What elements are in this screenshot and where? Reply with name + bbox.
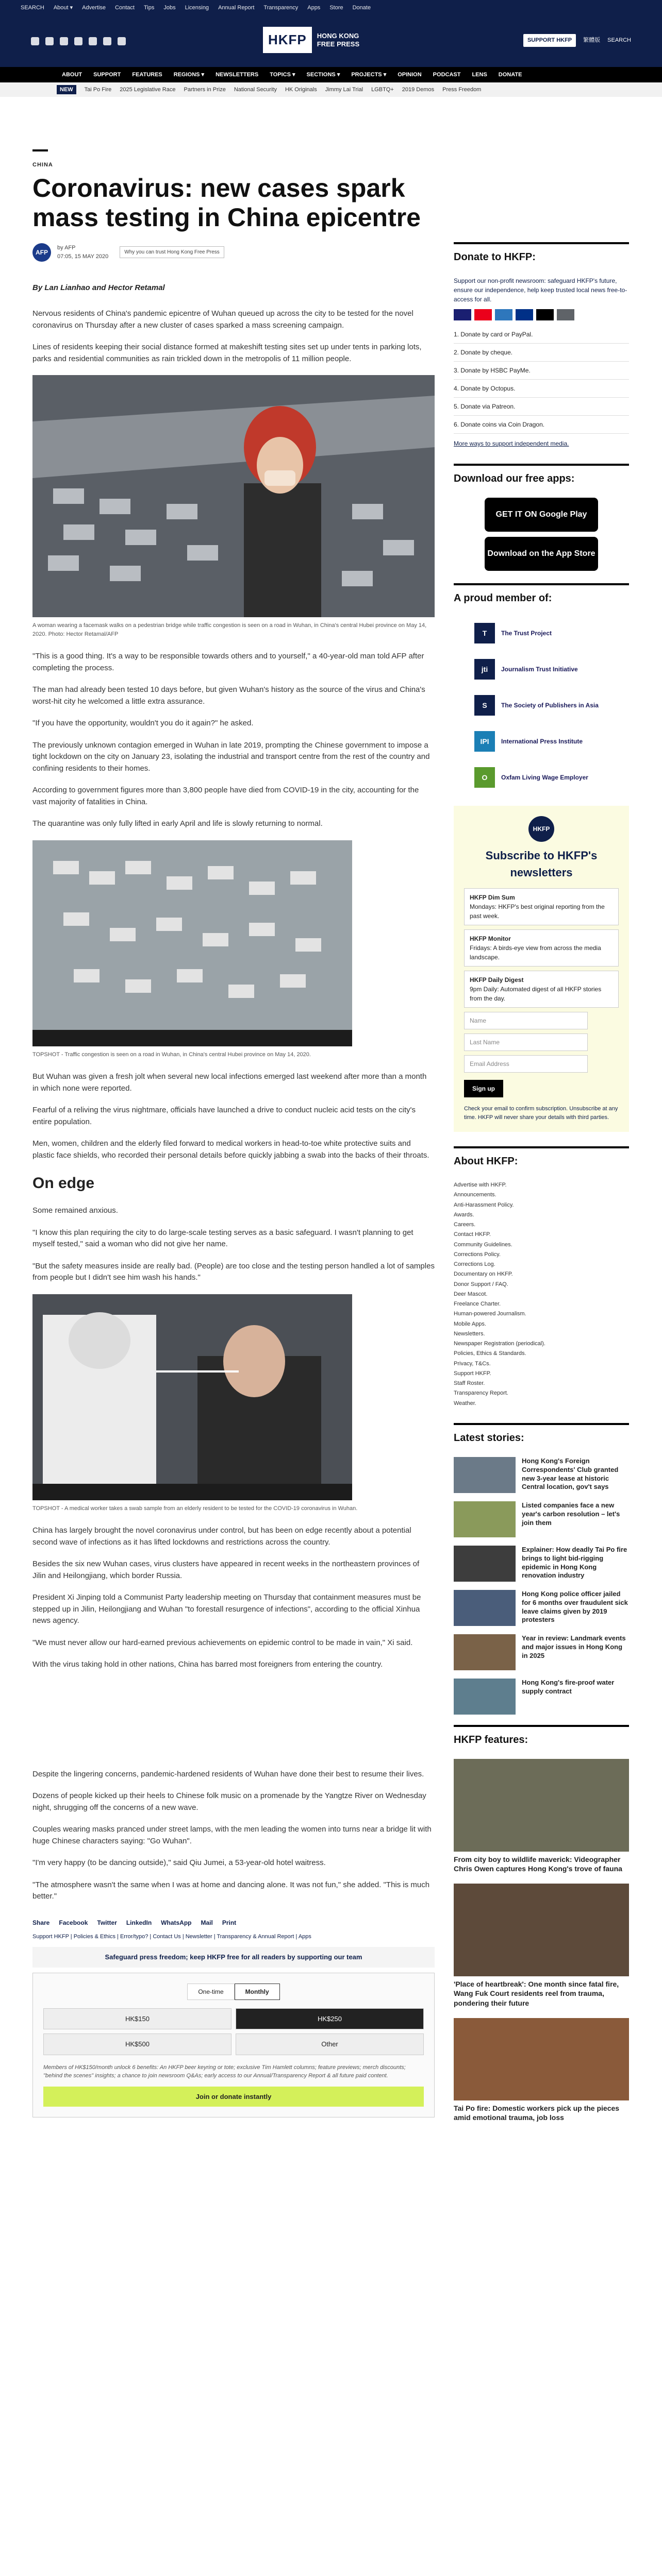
site-logo[interactable] <box>263 27 359 53</box>
language-link[interactable]: 繁體版 <box>583 37 601 43</box>
linkedin-icon[interactable] <box>103 37 111 45</box>
main-nav <box>0 67 662 82</box>
newsletter-desc: 9pm Daily: Automated digest of all HKFP stories from the day. <box>470 986 602 1002</box>
mastercard-icon <box>474 309 492 320</box>
section-heading: On edge <box>32 1175 95 1192</box>
masthead-actions <box>523 34 631 47</box>
photo-caption: TOPSHOT - A medical worker takes a swab sample from an elderly resident to be tested for the COVID-19 coronavirus in Wuhan. <box>32 1505 358 1512</box>
member-name: Oxfam Living Wage Employer <box>501 774 588 781</box>
latest-story[interactable] <box>454 1679 629 1715</box>
instagram-icon[interactable] <box>60 37 68 45</box>
google-play-button[interactable]: GET IT ON Google Play <box>485 498 598 532</box>
paragraph: Despite the lingering concerns, pandemic-hardened residents of Wuhan have done their best to resume their lives. <box>32 1769 424 1778</box>
trending-link[interactable]: 2025 Legislative Race <box>120 86 176 93</box>
paragraph: The previously unknown contagion emerged in Wuhan in late 2019, prompting the Chinese government to impose a tight lockdown on the city on January 23, isolating the industrial and transport centre from the rest of the country and confining residents to their homes. <box>32 740 430 773</box>
donate-intro[interactable]: Support our non-profit newsroom: safeguard HKFP's future, ensure our independence, help keep trusted local news free-to-access for all. <box>454 277 627 303</box>
amount-option[interactable]: HK$500 <box>43 2033 231 2055</box>
latest-story[interactable] <box>454 1634 629 1670</box>
signup-note: Check your email to confirm subscription. Unsubscribe at any time. HKFP will never share your details with third parties. <box>464 1106 618 1121</box>
story-thumbnail <box>454 1590 516 1626</box>
nav-item[interactable]: PODCAST <box>433 71 461 78</box>
oxfam-icon: O <box>474 767 495 788</box>
latest-story[interactable] <box>454 1501 629 1537</box>
author-avatar: AFP <box>32 243 51 262</box>
safeguard-banner: Safeguard press freedom; keep HKFP free for all readers by supporting our team <box>32 1947 435 1968</box>
about-item[interactable]: Contact HKFP. <box>454 1231 491 1238</box>
topbar-item[interactable]: About ▾ <box>53 4 73 11</box>
nav-item[interactable]: SECTIONS ▾ <box>306 71 340 78</box>
top-utility-bar <box>0 0 662 15</box>
name-field[interactable]: Name <box>464 1012 588 1029</box>
paragraph: Men, women, children and the elderly filed forward to medical workers in head-to-toe white protective suits and plastic face shields, who recorded their personal details before quickly jabbing a swab into the backs of their throats. <box>32 1139 429 1160</box>
paragraph: With the virus taking hold in other nations, China has barred most foreigners from entering the country. <box>32 1660 383 1669</box>
about-item[interactable]: Human-powered Journalism. <box>454 1311 526 1317</box>
article-authors: By Lan Lianhao and Hector Retamal <box>32 283 165 292</box>
member-logo[interactable] <box>474 761 629 793</box>
trending-link[interactable]: Jimmy Lai Trial <box>325 86 363 93</box>
amount-options <box>43 2008 424 2055</box>
share-bar <box>32 1918 435 1927</box>
nav-item[interactable]: NEWSLETTERS <box>216 71 259 78</box>
photo-traffic-road <box>32 840 352 1046</box>
paragraph: "But the safety measures inside are really bad. (People) are too close and the testing person handled a lot of samples from people but I didn't see him wash his hands." <box>32 1261 435 1282</box>
article-photo <box>32 375 435 617</box>
topbar-item[interactable]: Donate <box>352 4 371 11</box>
trust-badge[interactable]: Why you can trust Hong Kong Free Press <box>120 246 224 258</box>
amount-option-selected[interactable]: HK$250 <box>236 2008 424 2030</box>
newsletter-name: HKFP Daily Digest <box>470 976 524 984</box>
youtube-icon[interactable] <box>89 37 97 45</box>
member-logo[interactable] <box>474 725 629 757</box>
newsletter-option[interactable] <box>464 971 619 1008</box>
feature-story[interactable] <box>454 1884 629 2008</box>
topbar-item[interactable]: SEARCH <box>21 4 44 11</box>
paragraph: But Wuhan was given a fresh jolt when several new local infections emerged last weekend after more than a month in which none were reported. <box>32 1072 427 1093</box>
about-item[interactable]: Privacy, T&Cs. <box>454 1360 491 1367</box>
donate-link[interactable]: 6. Donate coins via Coin Dragon. <box>454 416 629 434</box>
topbar-item[interactable]: Advertise <box>82 4 106 11</box>
masthead <box>0 15 662 67</box>
story-thumbnail <box>454 1501 516 1537</box>
jti-icon: jti <box>474 659 495 680</box>
nav-item[interactable]: LENS <box>472 71 487 78</box>
latest-story[interactable] <box>454 1546 629 1582</box>
paragraph: Some remained anxious. <box>32 1206 118 1215</box>
ipi-icon: IPI <box>474 731 495 752</box>
share-whatsapp[interactable]: WhatsApp <box>161 1919 192 1926</box>
feature-title[interactable]: From city boy to wildlife maverick: Videographer Chris Owen captures Hong Kong's trove of fauna <box>454 1855 622 1873</box>
features-heading: HKFP features: <box>454 1725 629 1753</box>
feature-image <box>454 2018 629 2100</box>
amex-icon <box>495 309 512 320</box>
about-heading: About HKFP: <box>454 1146 629 1174</box>
newsletter-desc: Fridays: A birds-eye view from across the media landscape. <box>470 944 601 961</box>
trust-project-icon: T <box>474 623 495 643</box>
donate-note: Members of HK$150/month unlock 6 benefits: An HKFP beer keyring or tote; exclusive Tim Hamlett columns; feature previews; merch discounts; "behind the scenes" insights; a chance to join newsroom Q&As; early access to our Annual/Transparency Report & all future paid content. <box>43 2064 406 2079</box>
donate-link[interactable]: 1. Donate by card or PayPal. <box>454 326 629 344</box>
newsletter-name: HKFP Monitor <box>470 935 511 942</box>
topbar-item[interactable]: Store <box>329 4 343 11</box>
newsletter-signup <box>454 806 629 1132</box>
paypal-icon <box>516 309 533 320</box>
latest-heading: Latest stories: <box>454 1423 629 1451</box>
trending-link[interactable]: HK Originals <box>285 86 317 93</box>
share-mail[interactable]: Mail <box>201 1919 213 1926</box>
newsletter-option[interactable] <box>464 929 619 967</box>
about-item[interactable]: Corrections Log. <box>454 1261 495 1267</box>
logo-line2: FREE PRESS <box>317 40 360 48</box>
paragraph: "If you have the opportunity, wouldn't you do it again?" he asked. <box>32 719 254 727</box>
nav-item[interactable]: DONATE <box>498 71 522 78</box>
about-item[interactable]: Careers. <box>454 1222 476 1228</box>
donate-heading: Donate to HKFP: <box>454 242 629 270</box>
topbar-item[interactable]: Apps <box>307 4 321 11</box>
byline <box>32 243 435 262</box>
paragraph: The man had already been tested 10 days before, but given Wuhan's history as the source of the virus and China's worst-hit city he welcomed a little extra assurance. <box>32 685 425 706</box>
latest-story[interactable] <box>454 1590 629 1626</box>
nav-item[interactable]: REGIONS ▾ <box>173 71 205 78</box>
photo-swab-test <box>32 1294 352 1500</box>
story-title[interactable]: Explainer: How deadly Tai Po fire brings to light bid-rigging epidemic in Hong Kong renovation industry <box>522 1545 627 1580</box>
paragraph: "The atmosphere wasn't the same when I was at home and dancing alone. It was not fun," she added. "This is much better." <box>32 1880 430 1901</box>
share-label: Share <box>32 1919 50 1926</box>
article-footer-links[interactable]: Support HKFP | Policies & Ethics | Error/typo? | Contact Us | Newsletter | Transparency & Annual Report | Apps <box>32 1933 311 1940</box>
about-item[interactable]: Community Guidelines. <box>454 1241 512 1248</box>
feature-title[interactable]: Tai Po fire: Domestic workers pick up the pieces amid emotional trauma, job loss <box>454 2104 620 2122</box>
category-rule <box>32 149 48 151</box>
about-item[interactable]: Deer Mascot. <box>454 1291 488 1297</box>
feature-story[interactable] <box>454 2018 629 2122</box>
logo-text <box>317 32 359 48</box>
logo-line1: HONG KONG <box>317 31 359 40</box>
ad-placeholder <box>32 1681 435 1769</box>
embedded-photo <box>32 1294 352 1500</box>
feature-image <box>454 1884 629 1976</box>
story-title[interactable]: Hong Kong's Foreign Correspondents' Club granted new 3-year lease at historic Central location, gov't says <box>522 1456 619 1491</box>
photo-traffic-woman <box>32 375 435 617</box>
article <box>32 149 435 2117</box>
trending-link[interactable]: Press Freedom <box>442 86 482 93</box>
topbar-item[interactable]: Contact <box>115 4 135 11</box>
feature-image <box>454 1759 629 1852</box>
x-twitter-icon[interactable] <box>45 37 54 45</box>
nav-item[interactable]: PROJECTS ▾ <box>351 71 387 78</box>
nav-item[interactable]: OPINION <box>398 71 422 78</box>
about-item[interactable]: Anti-Harassment Policy. <box>454 1201 514 1208</box>
story-title[interactable]: Listed companies face a new year's carbon resolution – let's join them <box>522 1501 620 1527</box>
search-link[interactable]: SEARCH <box>607 37 631 43</box>
about-item[interactable]: Donor Support / FAQ. <box>454 1281 508 1287</box>
story-title[interactable]: Hong Kong's fire-proof water supply contract <box>522 1678 615 1695</box>
amount-option[interactable]: HK$150 <box>43 2008 231 2030</box>
paragraph: Besides the six new Wuhan cases, virus clusters have appeared in recent weeks in the northeastern provinces of Jilin and Heilongjiang, which border Russia. <box>32 1560 420 1580</box>
about-item[interactable]: Advertise with HKFP. <box>454 1182 507 1188</box>
paragraph: President Xi Jinping told a Communist Party leadership meeting on Thursday that containment measures must be stepped up in Jilin, Heilongjiang and Wuhan "to forestall resurgence of infections", according to the official Xinhua news agency. <box>32 1593 421 1625</box>
paragraph: Nervous residents of China's pandemic epicentre of Wuhan queued up across the city to be tested for the novel coronavirus on Thursday after a new cluster of cases sparked a mass screening campaign. <box>32 309 413 330</box>
article-title: Coronavirus: new cases spark mass testing in China epicentre <box>32 173 421 232</box>
donate-link[interactable]: 5. Donate via Patreon. <box>454 398 629 416</box>
newsletter-option[interactable] <box>464 888 619 925</box>
apps-heading: Download our free apps: <box>454 464 629 492</box>
signup-button[interactable]: Sign up <box>464 1080 503 1097</box>
last-name-field[interactable]: Last Name <box>464 1033 588 1051</box>
paragraph: The quarantine was only fully lifted in early April and life is slowly returning to normal. <box>32 819 323 828</box>
paragraph: Couples wearing masks pranced under street lamps, with the men leading the women into turns near a bridge lit with huge Chinese characters saying: "Go Wuhan". <box>32 1825 432 1845</box>
member-name: The Society of Publishers in Asia <box>501 702 599 709</box>
photo-caption: TOPSHOT - Traffic congestion is seen on a road in Wuhan, in China's central Hubei province on May 14, 2020. <box>32 1051 311 1058</box>
trending-link[interactable]: LGBTQ+ <box>371 86 394 93</box>
frequency-toggle <box>43 1984 424 2000</box>
embedded-photo <box>32 840 352 1046</box>
member-name: International Press Institute <box>501 738 583 745</box>
amount-option[interactable]: Other <box>236 2033 424 2055</box>
about-item[interactable]: Weather. <box>454 1400 476 1406</box>
share-print[interactable]: Print <box>222 1919 237 1926</box>
member-name: Journalism Trust Initiative <box>501 666 578 673</box>
subscribe-title: Subscribe to HKFP's newsletters <box>485 849 598 879</box>
about-item[interactable]: Newspaper Registration (periodical). <box>454 1341 545 1347</box>
newsletter-name: HKFP Dim Sum <box>470 894 515 901</box>
social-icons <box>31 37 126 45</box>
nav-item[interactable]: FEATURES <box>132 71 162 78</box>
author-name[interactable]: by AFP <box>57 245 76 251</box>
trending-link[interactable]: National Security <box>234 86 277 93</box>
paragraph: "This is a good thing. It's a way to be responsible towards others and to yourself," a 40-year-old man told AFP after completing the process. <box>32 652 424 672</box>
topbar-item[interactable]: Jobs <box>163 4 176 11</box>
member-logo[interactable] <box>474 617 629 649</box>
feature-title[interactable]: 'Place of heartbreak': One month since fatal fire, Wang Fuk Court residents reel from trauma, pondering their future <box>454 1980 619 2007</box>
nav-item[interactable]: TOPICS ▾ <box>270 71 295 78</box>
support-button[interactable]: SUPPORT HKFP <box>523 34 576 47</box>
topbar-item[interactable]: Transparency <box>263 4 299 11</box>
paragraph: "I'm very happy (to be dancing outside)," said Qiu Jumei, a 53-year-old hotel waitress. <box>32 1858 326 1867</box>
about-item[interactable]: Freelance Charter. <box>454 1301 501 1307</box>
trending-link[interactable]: Tai Po Fire <box>84 86 112 93</box>
topbar-item[interactable]: Tips <box>143 4 155 11</box>
story-thumbnail <box>454 1546 516 1582</box>
newsletter-desc: Mondays: HKFP's best original reporting from the past week. <box>470 903 605 920</box>
new-badge: NEW <box>57 85 76 95</box>
share-linkedin[interactable]: LinkedIn <box>126 1919 152 1926</box>
feature-story[interactable] <box>454 1759 629 1873</box>
logo-mark: HKFP <box>263 27 312 53</box>
facebook-icon[interactable] <box>31 37 39 45</box>
story-title[interactable]: Hong Kong police officer jailed for 6 months over fraudulent sick leave claims given by 2019 protesters <box>522 1589 628 1624</box>
article-category[interactable]: CHINA <box>32 162 53 168</box>
hkfp-badge-icon: HKFP <box>528 816 554 842</box>
publish-date: 07:05, 15 MAY 2020 <box>57 253 109 260</box>
share-twitter[interactable]: Twitter <box>97 1919 117 1926</box>
nav-item[interactable]: SUPPORT <box>93 71 121 78</box>
monthly-tab[interactable]: Monthly <box>235 1984 280 2000</box>
threads-icon[interactable] <box>74 37 82 45</box>
one-time-tab[interactable]: One-time <box>187 1984 234 2000</box>
about-item[interactable]: Announcements. <box>454 1192 496 1198</box>
sidebar <box>454 242 629 2132</box>
paragraph: Lines of residents keeping their social distance formed at makeshift testing sites set up under tents in parking lots, parks and residential communities as rain trickled down in the metropolis of 11 million people. <box>32 343 422 363</box>
paragraph: According to government figures more than 3,800 people have died from COVID-19 in the city, accounting for the vast majority of fatalities in China. <box>32 786 419 806</box>
about-item[interactable]: Staff Roster. <box>454 1380 485 1386</box>
donate-button[interactable]: Join or donate instantly <box>43 2087 424 2107</box>
story-thumbnail <box>454 1679 516 1715</box>
about-item[interactable]: Newsletters. <box>454 1330 485 1337</box>
paragraph: "We must never allow our hard-earned previous achievements on epidemic control to be made in vain," Xi said. <box>32 1638 413 1647</box>
donate-widget <box>32 1973 435 2118</box>
more-ways-link[interactable]: More ways to support independent media. <box>454 440 569 447</box>
paragraph: China has largely brought the novel coronavirus under control, but has been on edge recently about a potential second wave of infections as it has lifted lockdowns and restrictions across the country. <box>32 1526 411 1547</box>
about-item[interactable]: Documentary on HKFP. <box>454 1271 513 1278</box>
paragraph: "I know this plan requiring the city to do large-scale testing serves as a basic safeguard. I wasn't planning to get myself tested," said a woman who did not give her name. <box>32 1228 413 1248</box>
visa-icon <box>454 309 471 320</box>
latest-story[interactable] <box>454 1457 629 1493</box>
about-item[interactable]: Policies, Ethics & Standards. <box>454 1350 526 1357</box>
trending-link[interactable]: Partners in Prize <box>184 86 226 93</box>
nav-item[interactable]: ABOUT <box>62 71 82 78</box>
app-store-button[interactable]: Download on the App Store <box>485 537 598 571</box>
applepay-icon <box>536 309 554 320</box>
donate-link[interactable]: 3. Donate by HSBC PayMe. <box>454 362 629 380</box>
member-logo[interactable] <box>474 689 629 721</box>
payment-icons <box>454 309 629 320</box>
member-logo[interactable] <box>474 653 629 685</box>
paragraph: Fearful of a reliving the virus nightmare, officials have launched a drive to conduct nucleic acid tests on the city's entire population. <box>32 1106 416 1126</box>
about-item[interactable]: Transparency Report. <box>454 1390 508 1397</box>
share-facebook[interactable]: Facebook <box>59 1919 88 1926</box>
story-title[interactable]: Year in review: Landmark events and major issues in Hong Kong in 2025 <box>522 1634 626 1659</box>
topbar-item[interactable]: Annual Report <box>218 4 255 11</box>
donate-link[interactable]: 4. Donate by Octopus. <box>454 380 629 398</box>
member-heading: A proud member of: <box>454 583 629 611</box>
about-list <box>454 1180 629 1409</box>
mastodon-icon[interactable] <box>118 37 126 45</box>
donate-link[interactable]: 2. Donate by cheque. <box>454 344 629 362</box>
member-name: The Trust Project <box>501 630 552 637</box>
topbar-item[interactable]: Licensing <box>185 4 209 11</box>
paragraph: Dozens of people kicked up their heels to Chinese folk music on a promenade by the Yangtze River on Wednesday night, shrugging off the concerns of a new wave. <box>32 1791 426 1812</box>
story-thumbnail <box>454 1457 516 1493</box>
story-thumbnail <box>454 1634 516 1670</box>
trending-link[interactable]: 2019 Demos <box>402 86 435 93</box>
trending-bar <box>0 82 662 97</box>
about-item[interactable]: Corrections Policy. <box>454 1251 501 1258</box>
about-item[interactable]: Awards. <box>454 1211 474 1218</box>
about-item[interactable]: Support HKFP. <box>454 1370 491 1377</box>
about-item[interactable]: Mobile Apps. <box>454 1320 486 1327</box>
email-field[interactable]: Email Address <box>464 1055 588 1073</box>
sopa-icon: S <box>474 695 495 716</box>
googlepay-icon <box>557 309 574 320</box>
photo-caption: A woman wearing a facemask walks on a pedestrian bridge while traffic congestion is seen on a road in Wuhan, in China's central Hubei province on May 14, 2020. Photo: Hector Retamal/AFP <box>32 622 427 637</box>
